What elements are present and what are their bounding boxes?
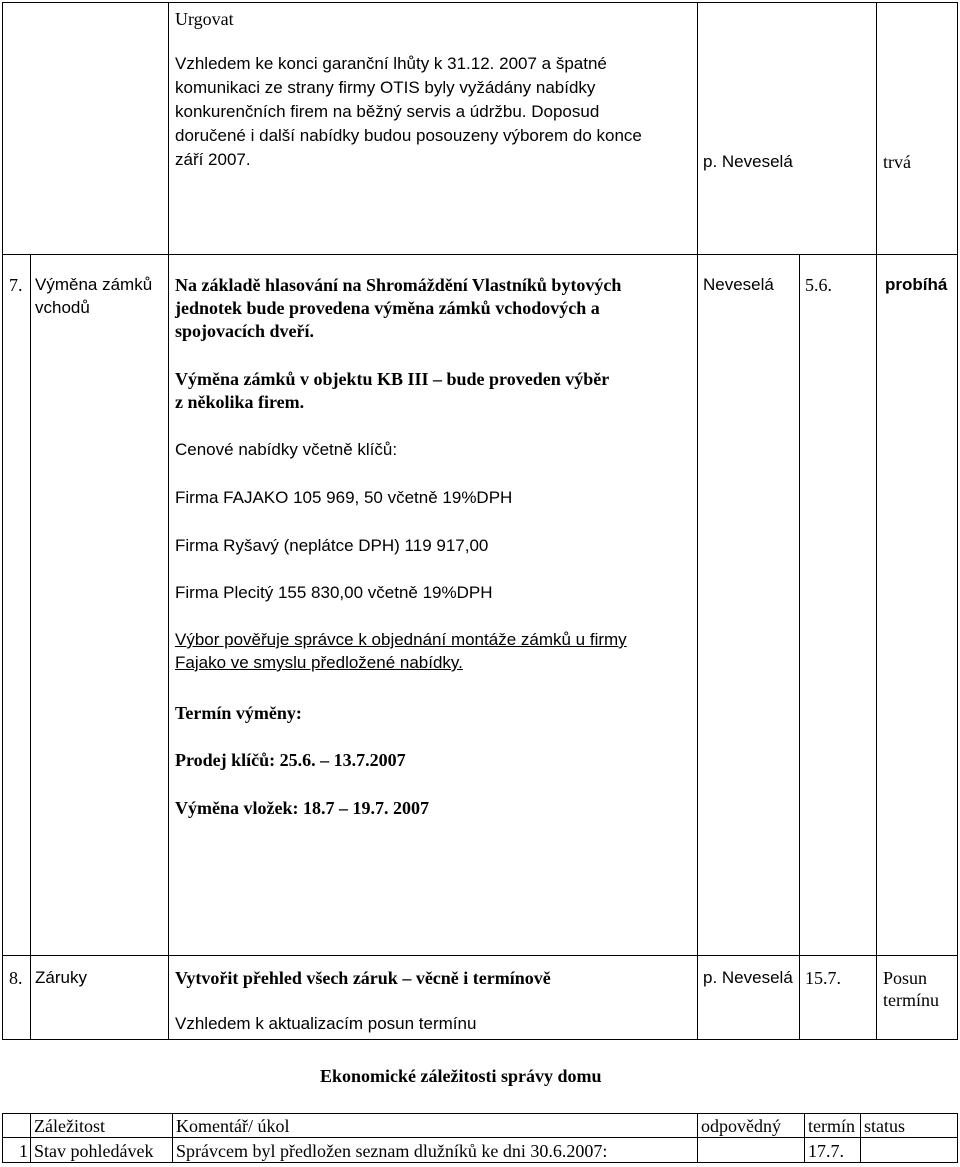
comment-line: září 2007. bbox=[175, 150, 251, 169]
topic-line: vchodů bbox=[35, 298, 90, 317]
econ-table-row-divider bbox=[2, 1137, 958, 1138]
status-line: Posun bbox=[883, 968, 928, 988]
row-top-status: trvá bbox=[883, 152, 911, 172]
comment-line: Vzhledem ke konci garanční lhůty k 31.12. 2007 a špatné bbox=[175, 54, 607, 73]
row8-date: 15.7. bbox=[805, 968, 841, 988]
row7-offer-3: Firma Plecitý 155 830,00 včetně 19%DPH bbox=[175, 583, 493, 602]
bold-line: Výměna zámků v objektu KB III – bude proveden výběr bbox=[175, 369, 610, 389]
table-border-left bbox=[2, 2, 3, 1040]
row-top-comment bbox=[175, 53, 642, 173]
row7-offer-1: Firma FAJAKO 105 969, 50 včetně 19%DPH bbox=[175, 488, 513, 507]
row7-decision-block-1 bbox=[175, 274, 621, 343]
row7-topic bbox=[35, 274, 152, 320]
row7-term-inserts: Výměna vložek: 18.7 – 19.7. 2007 bbox=[175, 798, 429, 818]
econ-row1-date: 17.7. bbox=[808, 1141, 844, 1161]
row7-term-heading: Termín výměny: bbox=[175, 703, 302, 723]
bold-line: z několika firem. bbox=[175, 392, 305, 412]
status-line: termínu bbox=[883, 990, 939, 1010]
table-border-top bbox=[2, 2, 958, 3]
bold-line: Na základě hlasování na Shromáždění Vlastníků bytových bbox=[175, 275, 622, 295]
row-top-responsible: p. Neveselá bbox=[703, 152, 793, 171]
bold-line: spojovacích dveří. bbox=[175, 321, 314, 341]
row7-responsible: Neveselá bbox=[703, 275, 774, 294]
col-divider-date bbox=[799, 254, 800, 1040]
table-border-bottom bbox=[2, 1039, 958, 1040]
row-divider-8 bbox=[2, 955, 958, 956]
row7-offers-heading: Cenové nabídky včetně klíčů: bbox=[175, 440, 398, 459]
econ-row1-topic: Stav pohledávek bbox=[34, 1141, 154, 1161]
comment-line: konkurenčních firem na běžný servis a údržbu. Doposud bbox=[175, 102, 600, 121]
econ-header-topic: Záležitost bbox=[34, 1116, 105, 1136]
econ-row1-number: 1 bbox=[19, 1141, 28, 1161]
row7-number: 7. bbox=[9, 275, 23, 295]
col-divider-comment bbox=[168, 2, 169, 1040]
econ-col-status bbox=[860, 1113, 861, 1163]
econ-col-left bbox=[2, 1113, 3, 1163]
row7-term-keys: Prodej klíčů: 25.6. – 13.7.2007 bbox=[175, 750, 406, 770]
row8-task: Vytvořit přehled všech záruk – věcně i termínově bbox=[175, 968, 551, 988]
econ-header-status: status bbox=[864, 1116, 906, 1136]
row7-decision-block-2 bbox=[175, 368, 609, 414]
row7-date: 5.6. bbox=[805, 275, 832, 295]
econ-col-responsible bbox=[697, 1113, 698, 1163]
econ-col-right bbox=[957, 1113, 958, 1163]
comment-line: komunikaci ze strany firmy OTIS byly vyžádány nabídky bbox=[175, 78, 596, 97]
section-title: Ekonomické záležitosti správy domu bbox=[320, 1066, 602, 1086]
row7-offer-2: Firma Ryšavý (neplátce DPH) 119 917,00 bbox=[175, 536, 489, 555]
row-top-topic: Urgovat bbox=[175, 9, 234, 29]
row7-committee-decision bbox=[175, 629, 627, 675]
econ-header-date: termín bbox=[808, 1116, 855, 1136]
col-divider-topic bbox=[30, 254, 31, 1040]
econ-col-comment bbox=[172, 1113, 173, 1163]
topic-line: Výměna zámků bbox=[35, 275, 153, 294]
row8-topic: Záruky bbox=[35, 968, 87, 987]
row7-status: probíhá bbox=[885, 275, 948, 294]
row8-number: 8. bbox=[9, 968, 23, 988]
row8-note: Vzhledem k aktualizacím posun termínu bbox=[175, 1014, 477, 1033]
table-border-right bbox=[957, 2, 958, 1040]
row8-status bbox=[883, 967, 939, 1011]
bold-line: jednotek bude provedena výměna zámků vchodových a bbox=[175, 298, 600, 318]
econ-col-date bbox=[804, 1113, 805, 1163]
col-divider-responsible bbox=[697, 2, 698, 1040]
econ-row1-comment: Správcem byl předložen seznam dlužníků ke dni 30.6.2007: bbox=[176, 1141, 608, 1161]
decision-line: Výbor pověřuje správce k objednání montáže zámků u firmy bbox=[175, 630, 627, 649]
row8-responsible: p. Neveselá bbox=[703, 968, 793, 987]
row-divider-7 bbox=[2, 254, 958, 255]
econ-header-responsible: odpovědný bbox=[701, 1116, 781, 1136]
comment-line: doručené i další nabídky budou posouzeny výborem do konce bbox=[175, 126, 642, 145]
decision-line: Fajako ve smyslu předložené nabídky. bbox=[175, 653, 463, 672]
econ-table-bottom bbox=[2, 1162, 958, 1163]
econ-table-top bbox=[2, 1113, 958, 1114]
econ-col-topic bbox=[30, 1113, 31, 1163]
col-divider-status bbox=[876, 2, 877, 1040]
econ-header-comment: Komentář/ úkol bbox=[176, 1116, 290, 1136]
